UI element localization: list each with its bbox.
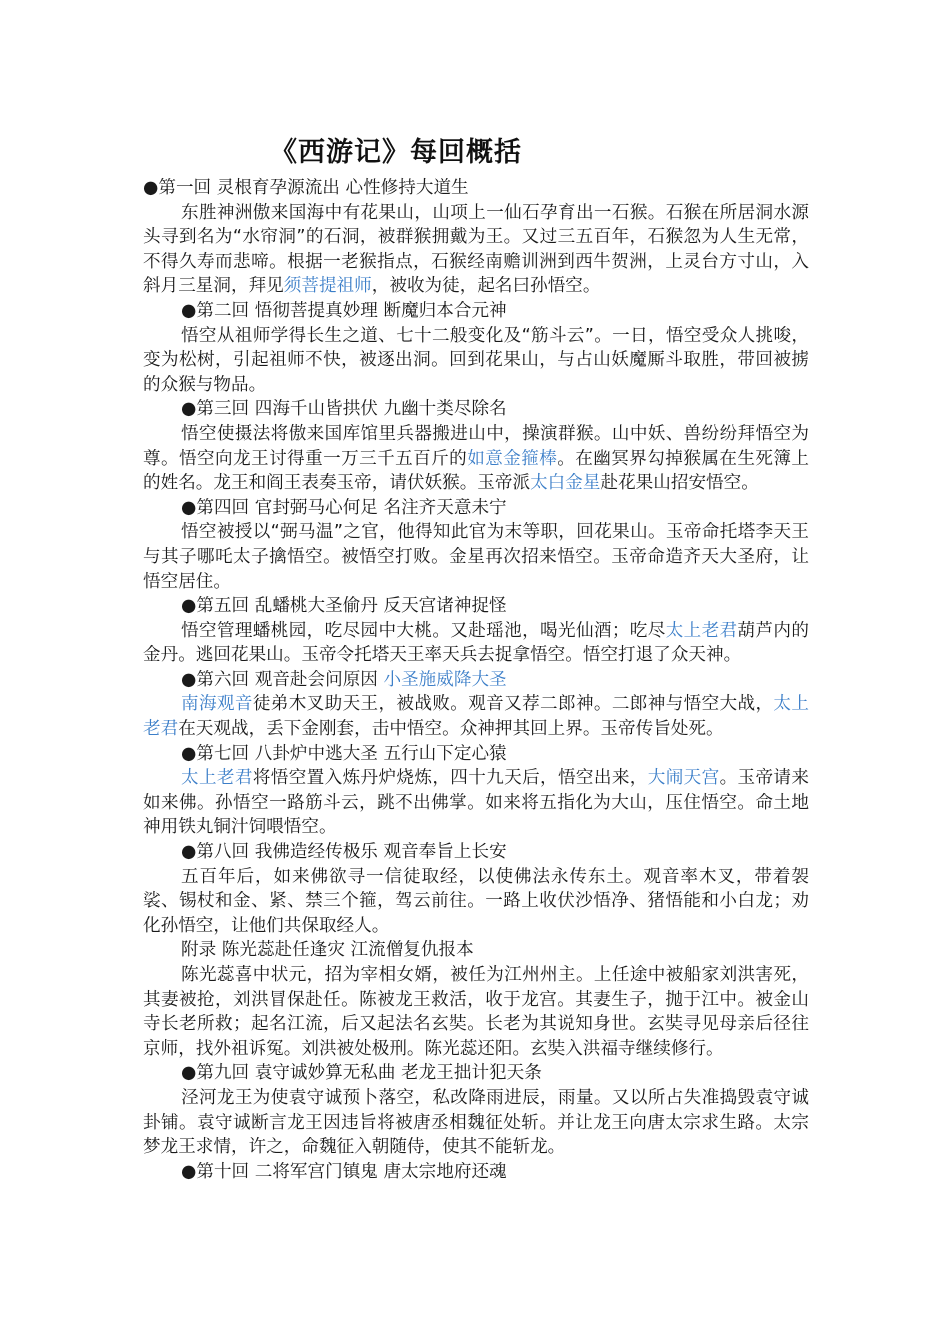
- heading-link[interactable]: 小圣施威降大圣: [383, 669, 507, 690]
- document-body: [143, 176, 809, 1184]
- chapter-summary: 五百年后，如来佛欲寻一信徒取经，以使佛法永传东土。观音率木叉，带着袈裟、锡杖和金、紧、禁三个箍，驾云前往。一路上收伏沙悟净、猪悟能和小白龙；劝化孙悟空，让他们共保取经人。: [143, 866, 809, 936]
- summary-link[interactable]: 大闹天宫: [647, 768, 720, 789]
- appendix-heading: 附录 陈光蕊赴任逢灾 江流僧复仇报本: [181, 940, 474, 961]
- chapter-heading: ●第五回 乱蟠桃大圣偷丹 反天宫诸神捉怪: [181, 596, 507, 617]
- summary-link[interactable]: 太上老君: [665, 620, 738, 641]
- chapter-heading: ●第四回 官封弼马心何足 名注齐天意未宁: [181, 497, 507, 518]
- chapter-heading: ●第一回 灵根育孕源流出 心性修持大道生: [143, 178, 469, 198]
- chapter-heading: ●第十回 二将军宫门镇鬼 唐太宗地府还魂: [181, 1161, 507, 1182]
- chapter-heading: ●第八回 我佛造经传极乐 观音奉旨上长安: [181, 842, 507, 863]
- chapter-heading: ●第七回 八卦炉中逃大圣 五行山下定心猿: [181, 743, 507, 764]
- summary-link[interactable]: 南海观音: [181, 694, 253, 715]
- chapter-heading: ●第二回 悟彻菩提真妙理 断魔归本合元神: [181, 300, 507, 321]
- summary-link[interactable]: 太白金星: [530, 473, 601, 494]
- summary-link[interactable]: 太上老君: [181, 768, 253, 789]
- summary-link[interactable]: 太上老君: [143, 694, 809, 740]
- chapter-heading: ●第三回 四海千山皆拱伏 九幽十类尽除名: [181, 399, 507, 420]
- summary-link[interactable]: 须菩提祖师: [283, 276, 372, 297]
- chapter-summary: 悟空从祖师学得长生之道、七十二般变化及“筋斗云”。一日，悟空受众人挑唆，变为松树，引起祖师不快，被逐出洞。回到花果山，与占山妖魔厮斗取胜，带回被掳的众猴与物品。: [143, 325, 809, 395]
- chapter-summary: 悟空管理蟠桃园，吃尽园中大桃。又赴瑶池，喝光仙酒；吃尽太上老君葫芦内的金丹。逃回花果山。玉帝令托塔天王率天兵去捉拿悟空。悟空打退了众天神。: [143, 620, 809, 666]
- chapter-summary: 泾河龙王为使袁守诚预卜落空，私改降雨进辰，雨量。又以所占失准捣毁袁守诚卦铺。袁守诚断言龙王因违旨将被唐丞相魏征处斩。并让龙王向唐太宗求生路。太宗梦龙王求情，许之，命魏征入朝随侍，使其不能斩龙。: [143, 1087, 809, 1158]
- page-title: 《西游记》每回概括: [270, 137, 522, 168]
- chapter-summary: 南海观音徒弟木叉助天王，被战败。观音又荐二郎神。二郎神与悟空大战，太上老君在天观战，丢下金刚套，击中悟空。众神押其回上界。玉帝传旨处死。: [143, 694, 809, 740]
- chapter-heading: ●第六回 观音赴会问原因 小圣施威降大圣: [181, 669, 507, 690]
- chapter-summary: 悟空使摄法将傲来国库馆里兵器搬进山中，操演群猴。山中妖、兽纷纷拜悟空为尊。悟空向龙王讨得重一万三千五百斤的如意金箍棒。在幽冥界勾掉猴属在生死簿上的姓名。龙王和阎王表奏玉帝，请伏妖猴。玉帝派太白金星赴花果山招安悟空。: [143, 423, 809, 494]
- chapter-summary: 太上老君将悟空置入炼丹炉烧炼，四十九天后，悟空出来，大闹天宫。玉帝请来如来佛。孙悟空一路筋斗云，跳不出佛掌。如来将五指化为大山，压住悟空。命土地神用铁丸铜汁饲喂悟空。: [143, 768, 809, 838]
- chapter-summary: 悟空被授以“弼马温”之官，他得知此官为末等职，回花果山。玉帝命托塔李天王与其子哪吒太子擒悟空。被悟空打败。金星再次招来悟空。玉帝命造齐天大圣府，让悟空居住。: [143, 522, 809, 592]
- chapter-heading: ●第九回 袁守诚妙算无私曲 老龙王拙计犯天条: [181, 1063, 542, 1084]
- appendix-summary: 陈光蕊喜中状元，招为宰相女婿，被任为江州州主。上任途中被船家刘洪害死，其妻被抢，刘洪冒保赴任。陈被龙王救活，收于龙宫。其妻生子，抛于江中。被金山寺长老所救；起名江流，后又起法名玄奘。长老为其说知身世。玄奘寻见母亲后径往京师，找外祖诉冤。刘洪被处极刑。陈光蕊还阳。玄奘入洪福寺继续修行。: [143, 965, 809, 1059]
- chapter-summary: 东胜神洲傲来国海中有花果山，山项上一仙石孕育出一石猴。石猴在所居洞水源头寻到名为“水帘洞”的石洞，被群猴拥戴为王。又过三五百年，石猴忽为人生无常，不得久寿而悲啼。根据一老猴指点，石猴经南赡训洲到西牛贺洲，上灵台方寸山，入斜月三星洞，拜见须菩提祖师，被收为徒，起名曰孙悟空。: [143, 202, 809, 297]
- summary-link[interactable]: 如意金箍棒: [467, 448, 558, 469]
